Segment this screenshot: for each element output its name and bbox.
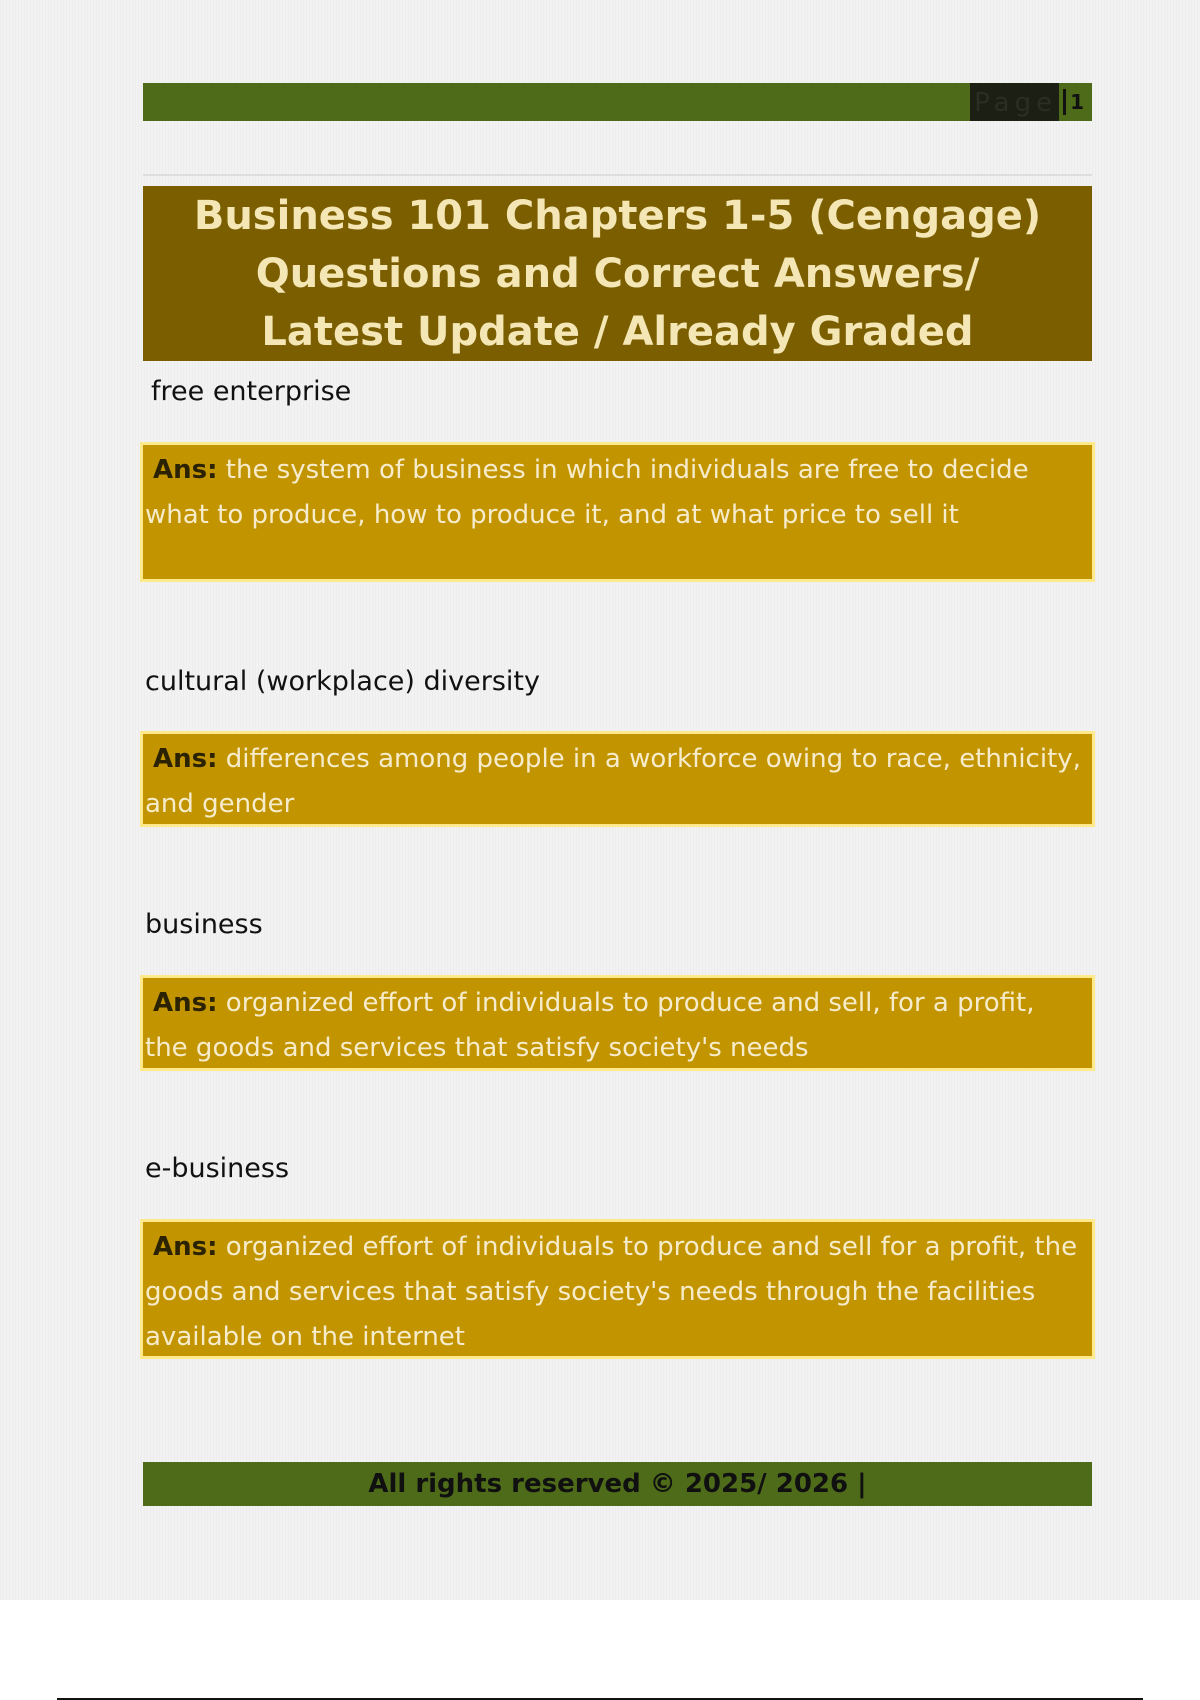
header-rule bbox=[143, 174, 1092, 176]
answer-label: Ans: bbox=[153, 455, 218, 485]
answer-label: Ans: bbox=[153, 988, 218, 1018]
answer-text: organized effort of individuals to produce and sell for a profit, the goods and services that satisfy society's needs through the facilities available on the internet bbox=[145, 1232, 1078, 1352]
header-bar bbox=[143, 83, 1092, 121]
answer-text: differences among people in a workforce owing to race, ethnicity, and gender bbox=[145, 744, 1081, 819]
document-title: Business 101 Chapters 1-5 (Cengage) Questions and Correct Answers/ Latest Update / Already Graded bbox=[193, 192, 1042, 355]
page-marker bbox=[970, 83, 1092, 121]
answer-text: the system of business in which individuals are free to decide what to produce, how to produce it, and at what price to sell it bbox=[145, 455, 1029, 530]
title-box bbox=[143, 186, 1092, 361]
answer-label: Ans: bbox=[153, 1232, 218, 1262]
term-e-business: e-business bbox=[145, 1153, 290, 1184]
page-separator bbox=[1063, 89, 1066, 115]
term-business: business bbox=[145, 909, 263, 940]
term-cultural-diversity: cultural (workplace) diversity bbox=[145, 666, 540, 697]
answer-box bbox=[143, 978, 1092, 1068]
page-label: Page bbox=[970, 83, 1059, 121]
term-free-enterprise: free enterprise bbox=[151, 376, 352, 407]
answer-text: organized effort of individuals to produce and sell, for a profit, the goods and services that satisfy society's needs bbox=[145, 988, 1035, 1063]
footer-bar bbox=[143, 1462, 1092, 1506]
copyright-notice: All rights reserved © 2025/ 2026 | bbox=[368, 1469, 867, 1499]
answer-label: Ans: bbox=[153, 744, 218, 774]
answer-box bbox=[143, 445, 1092, 579]
answer-box bbox=[143, 734, 1092, 824]
answer-box bbox=[143, 1222, 1092, 1356]
page-number: 1 bbox=[1070, 90, 1084, 114]
